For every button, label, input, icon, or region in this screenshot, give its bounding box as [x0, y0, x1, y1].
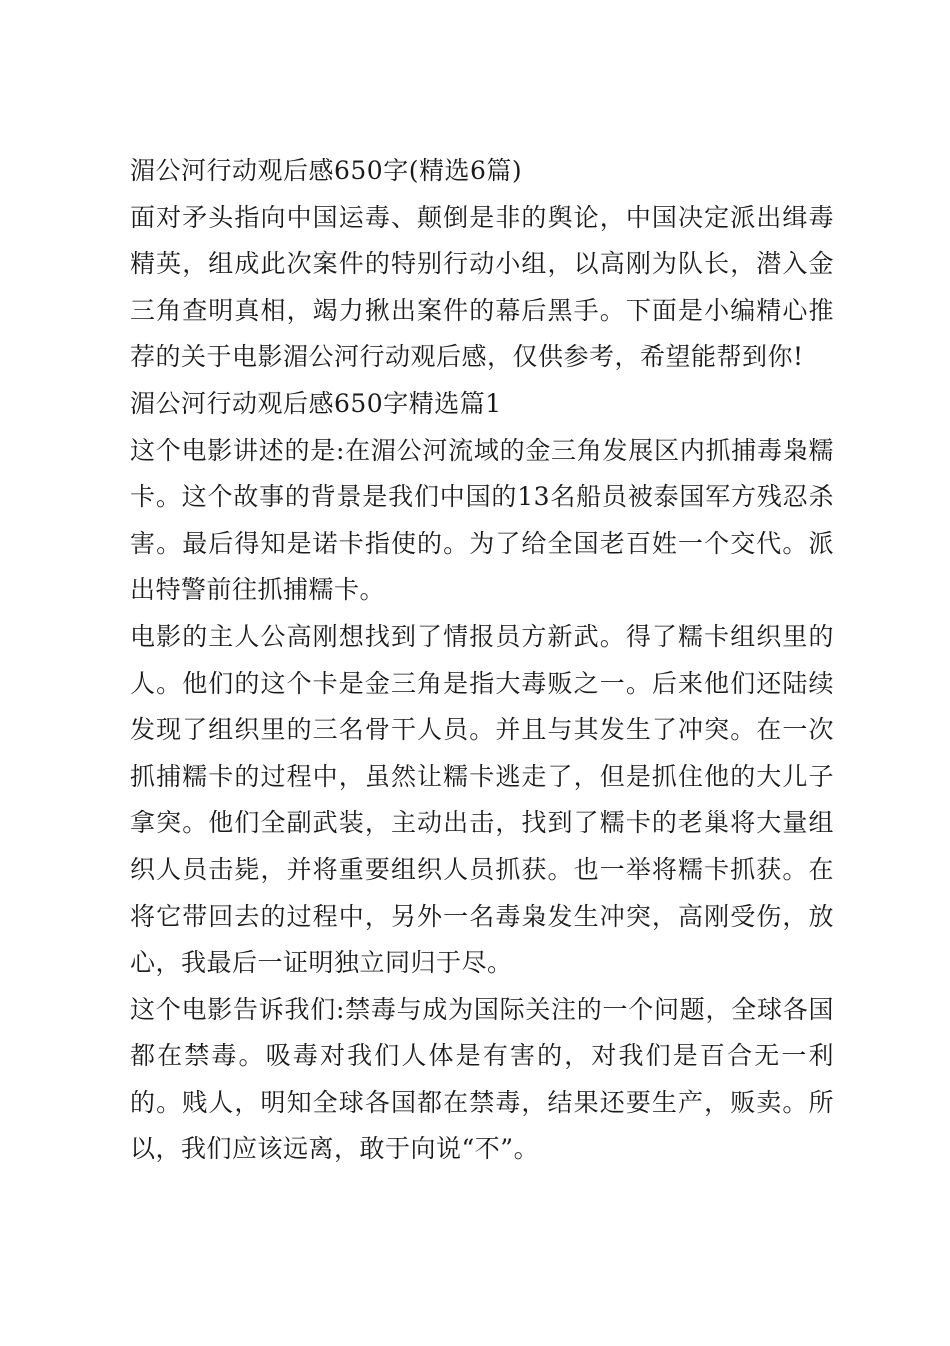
document-title: 湄公河行动观后感650字(精选6篇): [130, 156, 523, 185]
section-heading: 湄公河行动观后感650字精选篇1: [130, 388, 502, 418]
document-body: [130, 148, 834, 1173]
body-paragraph-2: 电影的主人公高刚想找到了情报员方新武。得了糯卡组织里的人。他们的这个卡是金三角是指大毒贩之一。后来他们还陆续发现了组织里的三名骨干人员。并且与其发生了冲突。在一次抓捕糯卡的过程中，虽然让糯卡逃走了，但是抓住他的大儿子拿突。他们全副武装，主动出击，找到了糯卡的老巢将大量组织人员击毙，并将重要组织人员抓获。也一举将糯卡抓获。在将它带回去的过程中，另外一名毒枭发生冲突，高刚受伤，放心，我最后一证明独立同归于尽。: [130, 621, 834, 978]
intro-paragraph: 面对矛头指向中国运毒、颠倒是非的舆论，中国决定派出缉毒精英，组成此次案件的特别行动小组，以高刚为队长，潜入金三角查明真相，竭力揪出案件的幕后黑手。下面是小编精心推荐的关于电影湄公河行动观后感，仅供参考，希望能帮到你!: [130, 202, 834, 372]
body-paragraph-1: 这个电影讲述的是:在湄公河流域的金三角发展区内抓捕毒枭糯卡。这个故事的背景是我们中国的13名船员被泰国军方残忍杀害。最后得知是诺卡指使的。为了给全国老百姓一个交代。派出特警前往抓捕糯卡。: [130, 435, 834, 605]
body-paragraph-3: 这个电影告诉我们:禁毒与成为国际关注的一个问题，全球各国都在禁毒。吸毒对我们人体是有害的，对我们是百合无一利的。贱人，明知全球各国都在禁毒，结果还要生产，贩卖。所以，我们应该远离，敢于向说“不”。: [130, 994, 834, 1164]
